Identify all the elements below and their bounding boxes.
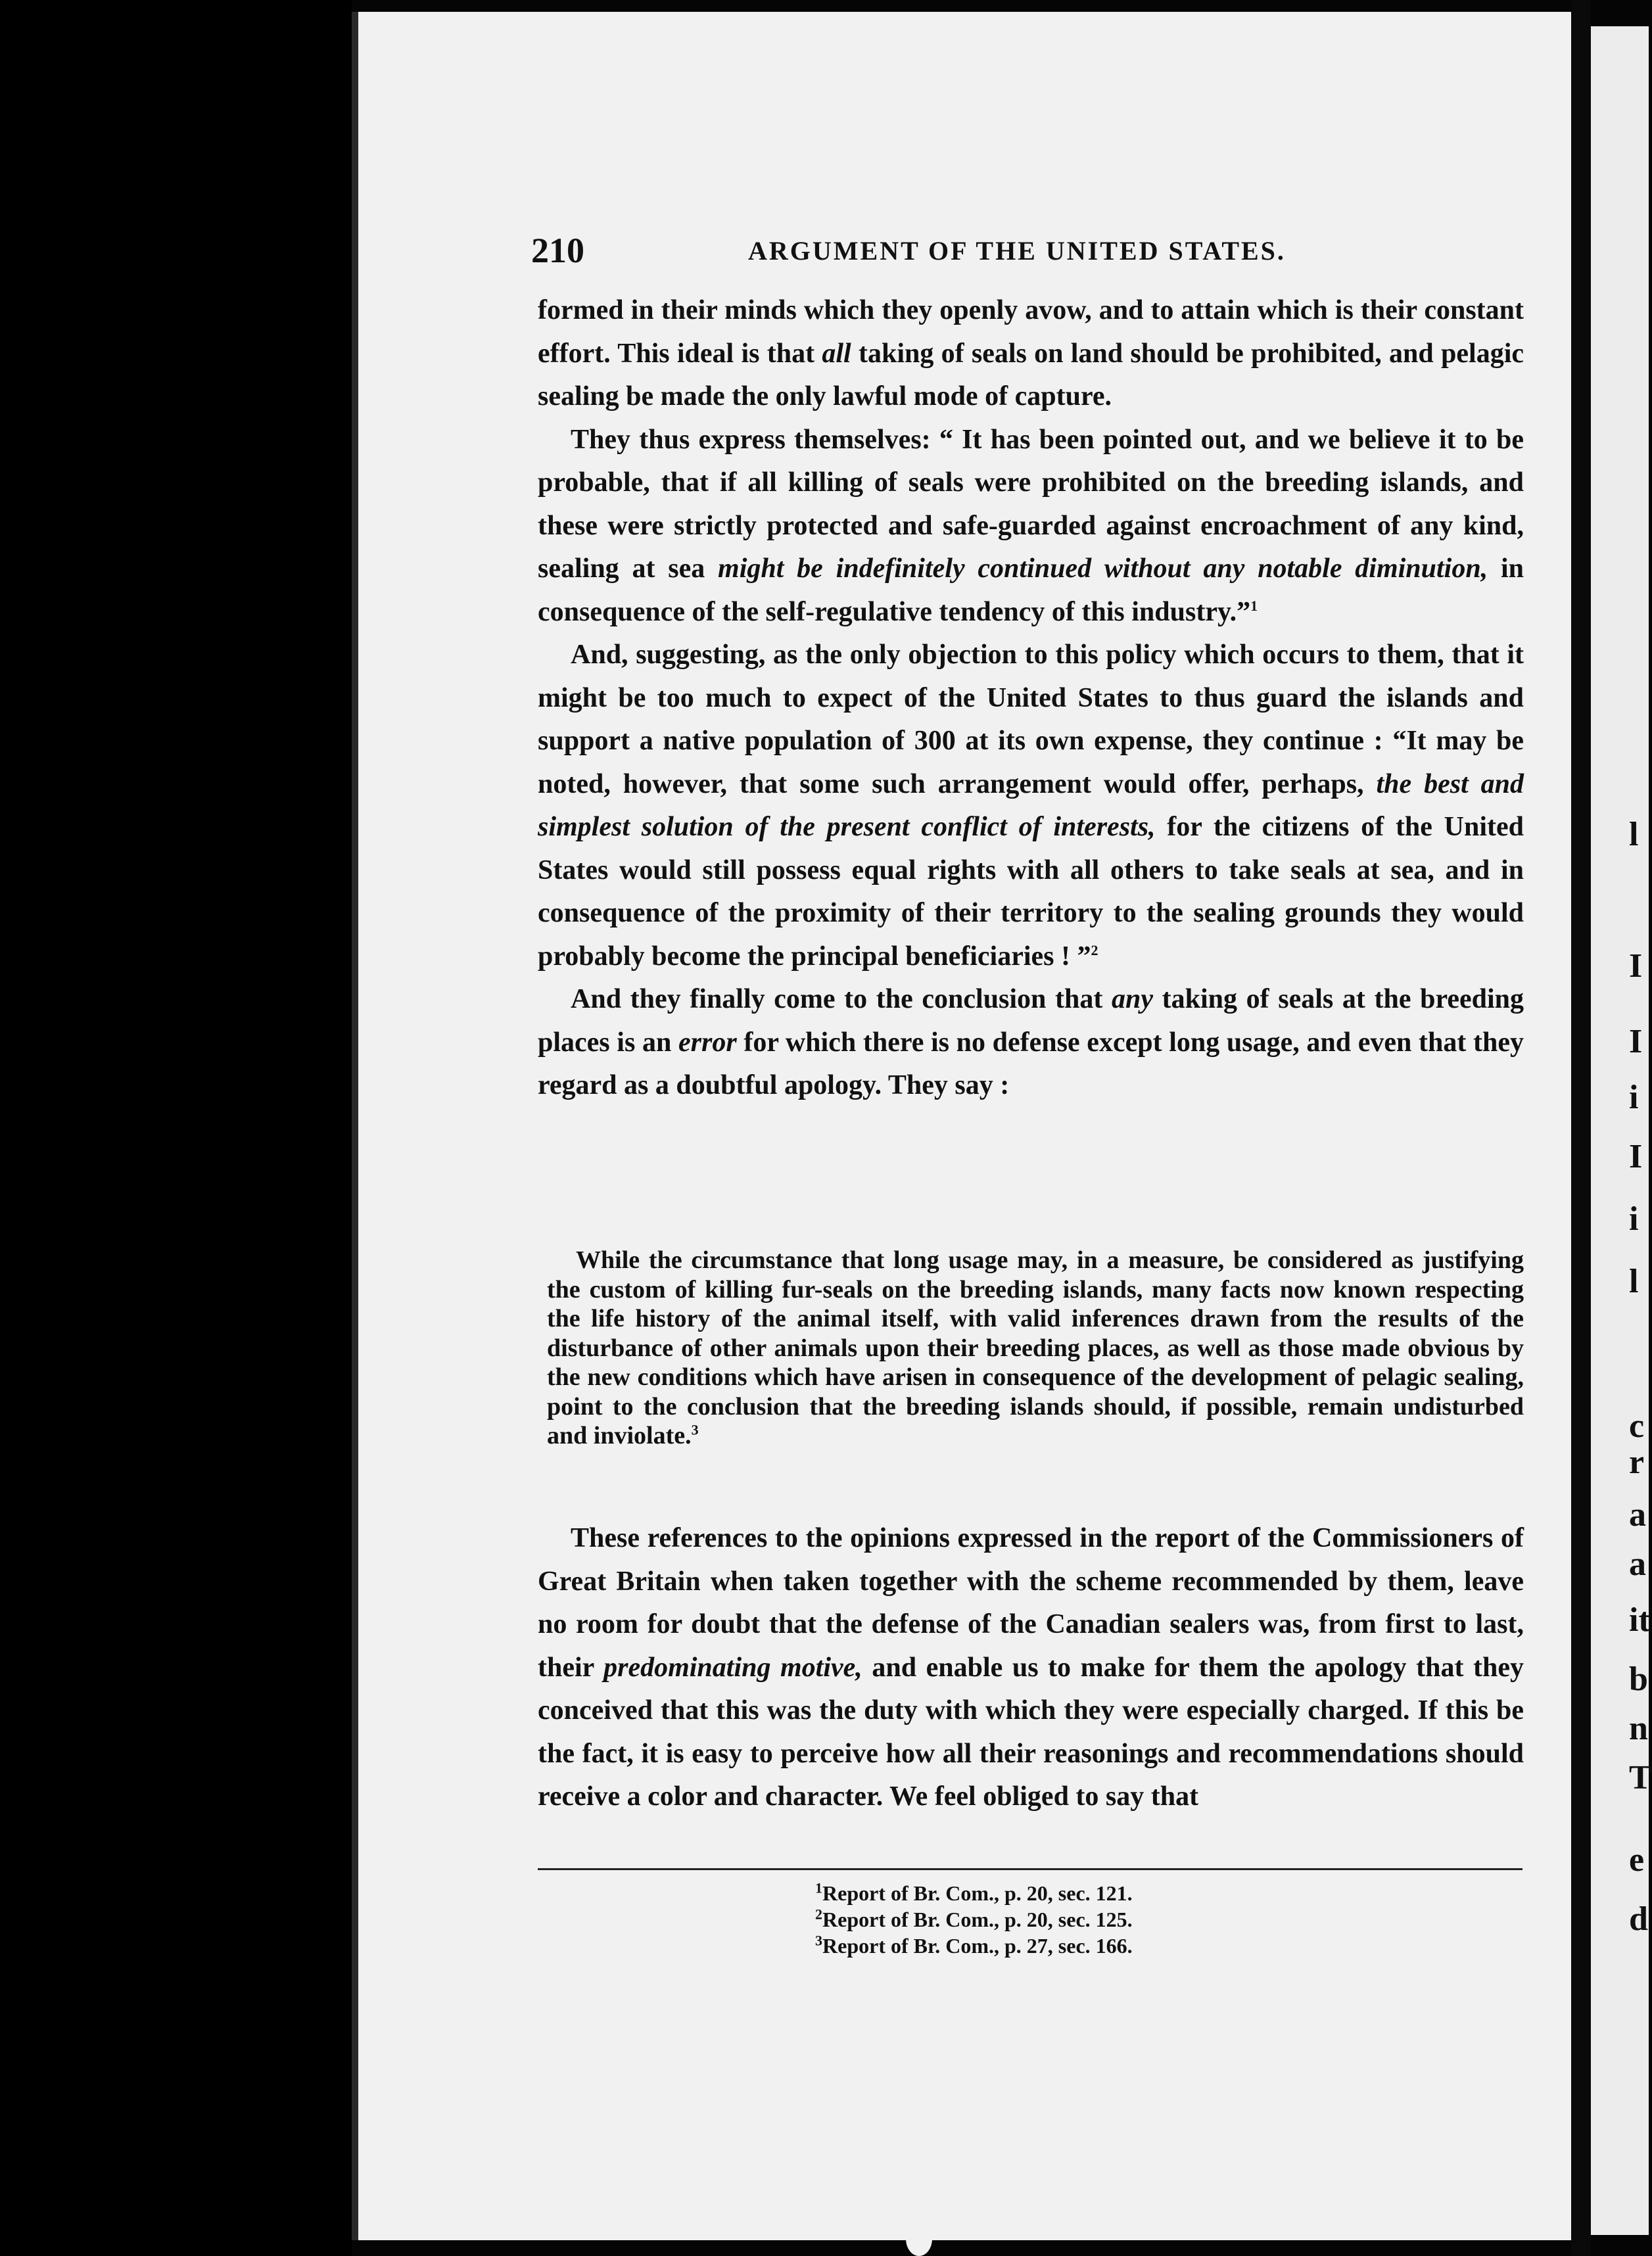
quote-text: While the circumstance that long usage may, in a measure, be considered as justifying the custom of killing fur-seals on the breeding islands, many facts now known respecting the life history of the animal itself, with valid inferences drawn from the results of the disturbance of other animals upon their breeding places, as well as those made obvious by the new conditions which have arisen in consequence of the development of pelagic sealing, point to the conclusion that the breeding islands should, if possible, remain undisturbed and inviolate. — [547, 1246, 1524, 1449]
paragraph-2-text-end: in consequence of the self-regulative tendency of this industry.” — [538, 553, 1524, 627]
paragraph-5 — [538, 1517, 1524, 1819]
paragraph-1-text: formed in their minds which they openly avow, and to attain which is their constant effort. This ideal is that — [538, 295, 1524, 369]
paragraph-4-text-mid: taking of seals at the breeding places is an — [538, 984, 1524, 1058]
paragraph-3-emphasis: the best and simplest solution of the present conflict of interests, — [538, 768, 1524, 842]
footnote-2 — [815, 1906, 1407, 1933]
footnote-1 — [815, 1880, 1407, 1906]
paragraph-1-text-end: taking of seals on land should be prohibited, and pelagic sealing be made the only lawful mode of capture. — [538, 338, 1524, 411]
paragraph-1 — [538, 289, 1524, 419]
body-text-continued — [538, 1517, 1524, 1819]
footnote-1-mark: 1 — [815, 1879, 822, 1896]
paragraph-4 — [538, 978, 1524, 1108]
footnote-ref-2: 2 — [1091, 941, 1098, 958]
adjacent-page-letter: I — [1629, 947, 1643, 985]
adjacent-page-letter: it — [1629, 1601, 1650, 1639]
adjacent-page-letter: I — [1629, 1023, 1643, 1060]
paragraph-4-emphasis-2: error — [678, 1027, 737, 1058]
paragraph-4-emphasis-1: any — [1112, 984, 1153, 1014]
paragraph-3-text: And, suggesting, as the only objection to this policy which occurs to them, that it might be too much to expect of the United States to thus guard the islands and support a native population of 300 at its own expense, they continue : “It may be noted, however, that some such arrangement would offer, perhaps, — [538, 640, 1524, 799]
scan-left-margin — [0, 0, 352, 2256]
body-text — [538, 289, 1524, 1108]
adjacent-page-letter: i — [1629, 1079, 1639, 1116]
adjacent-page-letter: l — [1629, 1263, 1639, 1300]
scan-smudge — [906, 2222, 932, 2256]
adjacent-page-letter: T — [1629, 1759, 1652, 1797]
footnote-2-text: Report of Br. Com., p. 20, sec. 125. — [822, 1908, 1133, 1931]
adjacent-page-letter: I — [1629, 1138, 1643, 1175]
page-number: 210 — [531, 231, 584, 270]
adjacent-page-letter: r — [1629, 1444, 1645, 1481]
footnote-ref-1: 1 — [1250, 597, 1258, 614]
adjacent-page-letter: a — [1629, 1496, 1646, 1534]
paragraph-5-text-end: and enable us to make for them the apology that they conceived that this was the duty with which they were especially charged. If this be the fact, it is easy to perceive how all their reasonings and recommendations should receive a color and character. We feel obliged to say that — [538, 1652, 1524, 1812]
adjacent-page-fragment — [1591, 26, 1652, 2235]
page-header — [531, 230, 1517, 276]
running-title: ARGUMENT OF THE UNITED STATES. — [748, 236, 1286, 266]
adjacent-page-letter: d — [1629, 1900, 1648, 1938]
paragraph-3 — [538, 634, 1524, 978]
footnotes — [815, 1880, 1407, 1959]
block-quote — [547, 1246, 1524, 1451]
footnote-3 — [815, 1933, 1407, 1959]
footnote-3-text: Report of Br. Com., p. 27, sec. 166. — [822, 1934, 1133, 1958]
paragraph-5-text: These references to the opinions expressed in the report of the Commissioners of Great Britain when taken together with the scheme recommended by them, leave no room for doubt that the defense of the Canadian sealers was, from first to last, their — [538, 1523, 1524, 1683]
adjacent-page-letter: e — [1629, 1841, 1645, 1879]
adjacent-page-letter: a — [1629, 1545, 1646, 1583]
paragraph-1-emphasis: all — [822, 338, 851, 369]
paragraph-5-emphasis: predominating motive, — [603, 1652, 862, 1683]
paragraph-2-text: They thus express themselves: “ It has been pointed out, and we believe it to be probable, that if all killing of seals were prohibited on the breeding islands, and these were strictly protected and safe-guarded against encroachment of any kind, sealing at sea — [538, 424, 1524, 584]
footnote-2-mark: 2 — [815, 1906, 822, 1923]
adjacent-page-letter: b — [1629, 1660, 1648, 1698]
footnote-ref-3: 3 — [691, 1421, 699, 1438]
adjacent-page-letter: l — [1629, 816, 1639, 853]
footnote-3-mark: 3 — [815, 1932, 822, 1949]
page-gutter — [1571, 0, 1591, 2256]
adjacent-page-letter: i — [1629, 1200, 1639, 1238]
footnote-divider — [538, 1868, 1522, 1870]
paragraph-2 — [538, 419, 1524, 634]
paragraph-4-text-end: for which there is no defense except long usage, and even that they regard as a doubtful apology. They say : — [538, 1027, 1524, 1100]
adjacent-page-letter: c — [1629, 1407, 1645, 1445]
quote-paragraph — [547, 1246, 1524, 1451]
paragraph-3-text-end: for the citizens of the United States would still possess equal rights with all others to take seals at sea, and in consequence of the proximity of their territory to the sealing grounds they would probably become the principal beneficiaries ! ” — [538, 812, 1524, 972]
paragraph-4-text: And they finally come to the conclusion that — [571, 984, 1103, 1014]
paragraph-2-emphasis: might be indefinitely continued without any notable diminution, — [718, 553, 1488, 584]
footnote-1-text: Report of Br. Com., p. 20, sec. 121. — [822, 1881, 1133, 1905]
adjacent-page-letter: n — [1629, 1710, 1648, 1747]
